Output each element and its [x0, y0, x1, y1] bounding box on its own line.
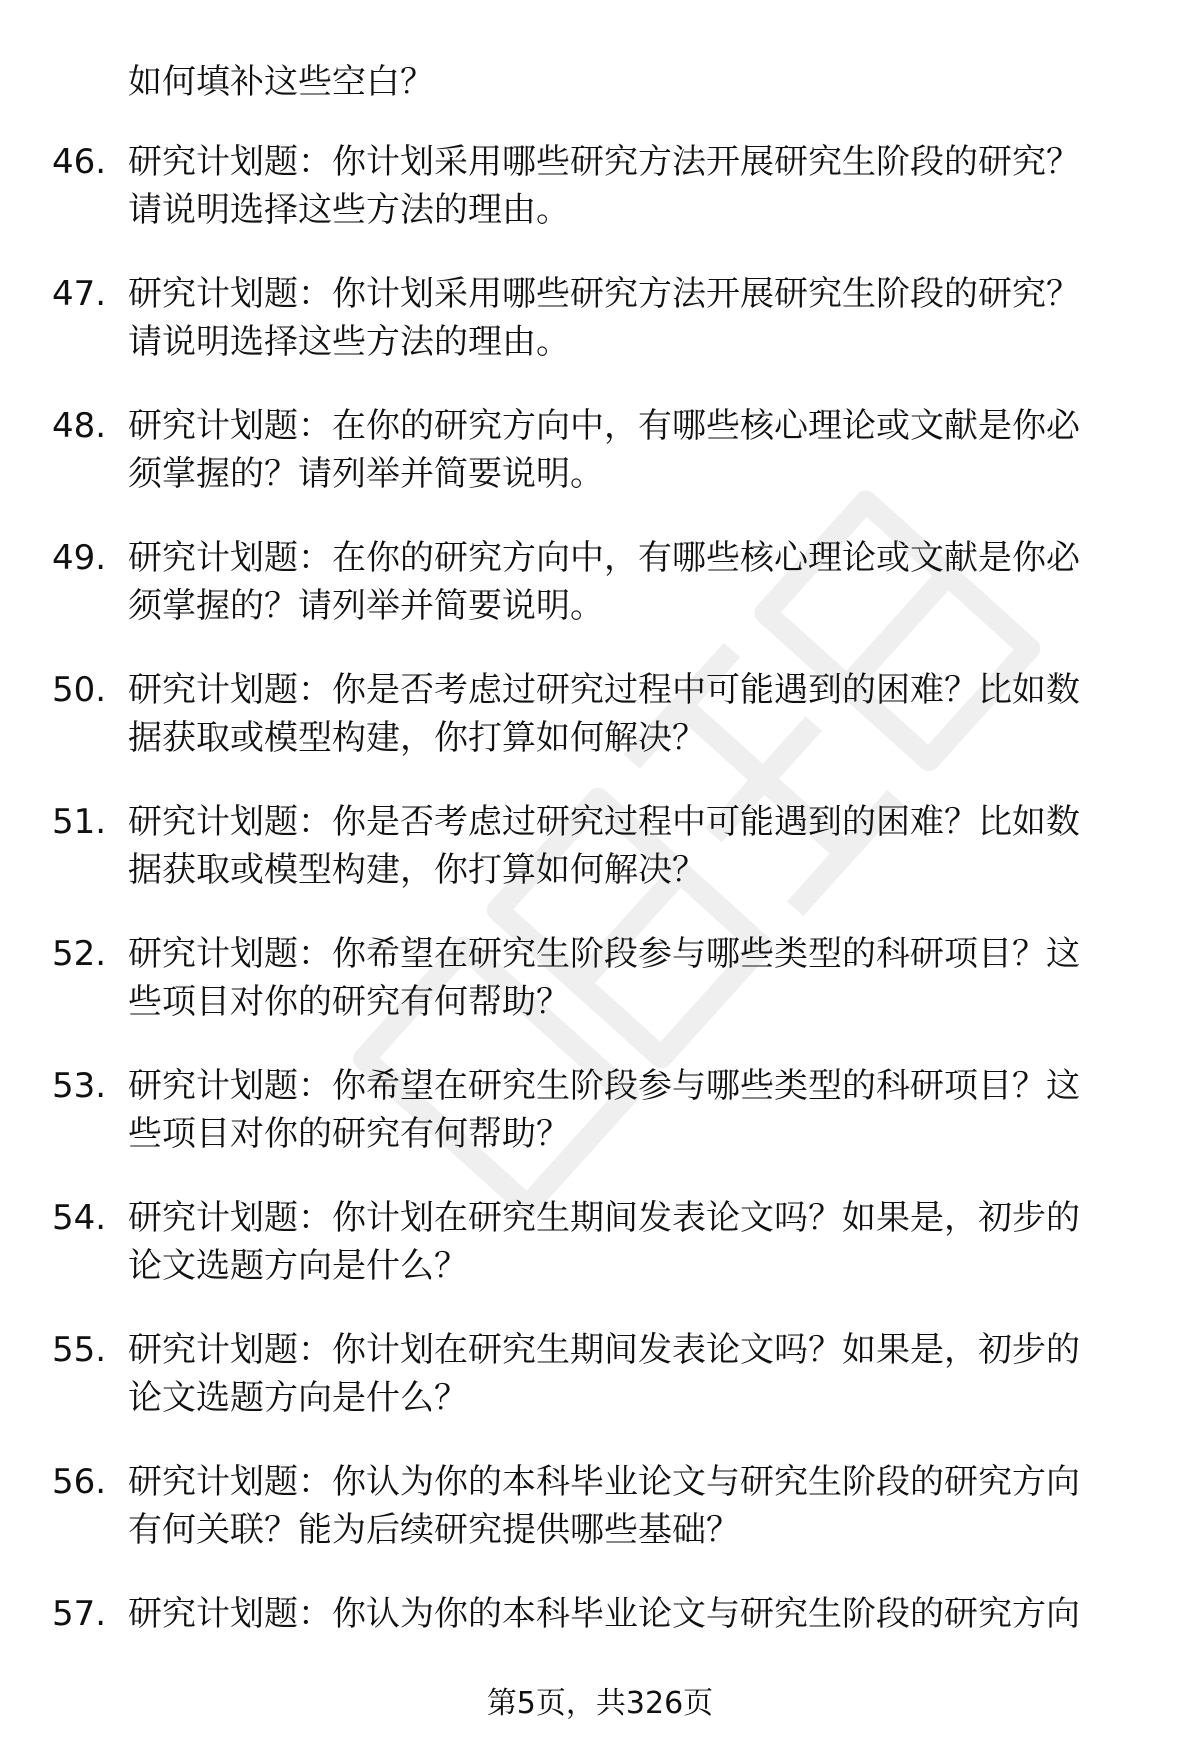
item-number: 57. [52, 1594, 107, 1634]
item-number: 49. [52, 538, 107, 578]
item-text-line: 研究计划题：你是否考虑过研究过程中可能遇到的困难？比如数 [128, 802, 1080, 842]
item-text-line: 请说明选择这些方法的理由。 [128, 322, 570, 362]
question-list [0, 138, 1200, 1722]
item-text-line: 须掌握的？请列举并简要说明。 [128, 454, 604, 494]
list-item [0, 138, 1200, 270]
item-text-line: 研究计划题：你希望在研究生阶段参与哪些类型的科研项目？这 [128, 1066, 1080, 1106]
item-text-line: 请说明选择这些方法的理由。 [128, 190, 570, 230]
item-number: 51. [52, 802, 107, 842]
list-item [0, 402, 1200, 534]
item-text [128, 1194, 1138, 1290]
item-text-line: 研究计划题：你认为你的本科毕业论文与研究生阶段的研究方向 [128, 1462, 1080, 1502]
item-text-line: 研究计划题：你计划采用哪些研究方法开展研究生阶段的研究？ [128, 142, 1080, 182]
list-item [0, 1458, 1200, 1590]
continuation-line: 如何填补这些空白？ [128, 62, 434, 102]
item-text-line: 研究计划题：你计划在研究生期间发表论文吗？如果是，初步的 [128, 1198, 1080, 1238]
list-item [0, 270, 1200, 402]
item-text-line: 有何关联？能为后续研究提供哪些基础？ [128, 1510, 740, 1550]
item-text-line: 研究计划题：你希望在研究生阶段参与哪些类型的科研项目？这 [128, 934, 1080, 974]
item-text-line: 据获取或模型构建，你打算如何解决？ [128, 718, 706, 758]
item-number: 50. [52, 670, 107, 710]
item-text-line: 研究计划题：在你的研究方向中，有哪些核心理论或文献是你必 [128, 406, 1080, 446]
list-item [0, 666, 1200, 798]
item-text-line: 研究计划题：在你的研究方向中，有哪些核心理论或文献是你必 [128, 538, 1080, 578]
item-text [128, 1458, 1138, 1554]
item-text-line: 研究计划题：你是否考虑过研究过程中可能遇到的困难？比如数 [128, 670, 1080, 710]
item-text-line: 据获取或模型构建，你打算如何解决？ [128, 850, 706, 890]
item-number: 47. [52, 274, 107, 314]
item-number: 56. [52, 1462, 107, 1502]
item-number: 48. [52, 406, 107, 446]
item-text [128, 270, 1138, 366]
item-text [128, 1590, 1138, 1638]
list-item [0, 1326, 1200, 1458]
item-number: 55. [52, 1330, 107, 1370]
item-text-line: 须掌握的？请列举并简要说明。 [128, 586, 604, 626]
item-text [128, 138, 1138, 234]
item-text-line: 论文选题方向是什么？ [128, 1246, 468, 1286]
item-number: 54. [52, 1198, 107, 1238]
item-text [128, 930, 1138, 1026]
item-text-line: 些项目对你的研究有何帮助？ [128, 982, 570, 1022]
list-item [0, 930, 1200, 1062]
item-text-line: 研究计划题：你计划在研究生期间发表论文吗？如果是，初步的 [128, 1330, 1080, 1370]
item-number: 46. [52, 142, 107, 182]
item-number: 52. [52, 934, 107, 974]
item-text-line: 论文选题方向是什么？ [128, 1378, 468, 1418]
item-text [128, 1326, 1138, 1422]
item-text [128, 534, 1138, 630]
item-text [128, 798, 1138, 894]
list-item [0, 798, 1200, 930]
page-footer: 第5页，共326页 [486, 1686, 714, 1721]
item-text-line: 研究计划题：你认为你的本科毕业论文与研究生阶段的研究方向 [128, 1594, 1080, 1634]
item-text [128, 402, 1138, 498]
list-item [0, 534, 1200, 666]
item-text-line: 些项目对你的研究有何帮助？ [128, 1114, 570, 1154]
item-text [128, 666, 1138, 762]
item-text [128, 1062, 1138, 1158]
list-item [0, 1194, 1200, 1326]
item-text-line: 研究计划题：你计划采用哪些研究方法开展研究生阶段的研究？ [128, 274, 1080, 314]
list-item [0, 1062, 1200, 1194]
item-number: 53. [52, 1066, 107, 1106]
